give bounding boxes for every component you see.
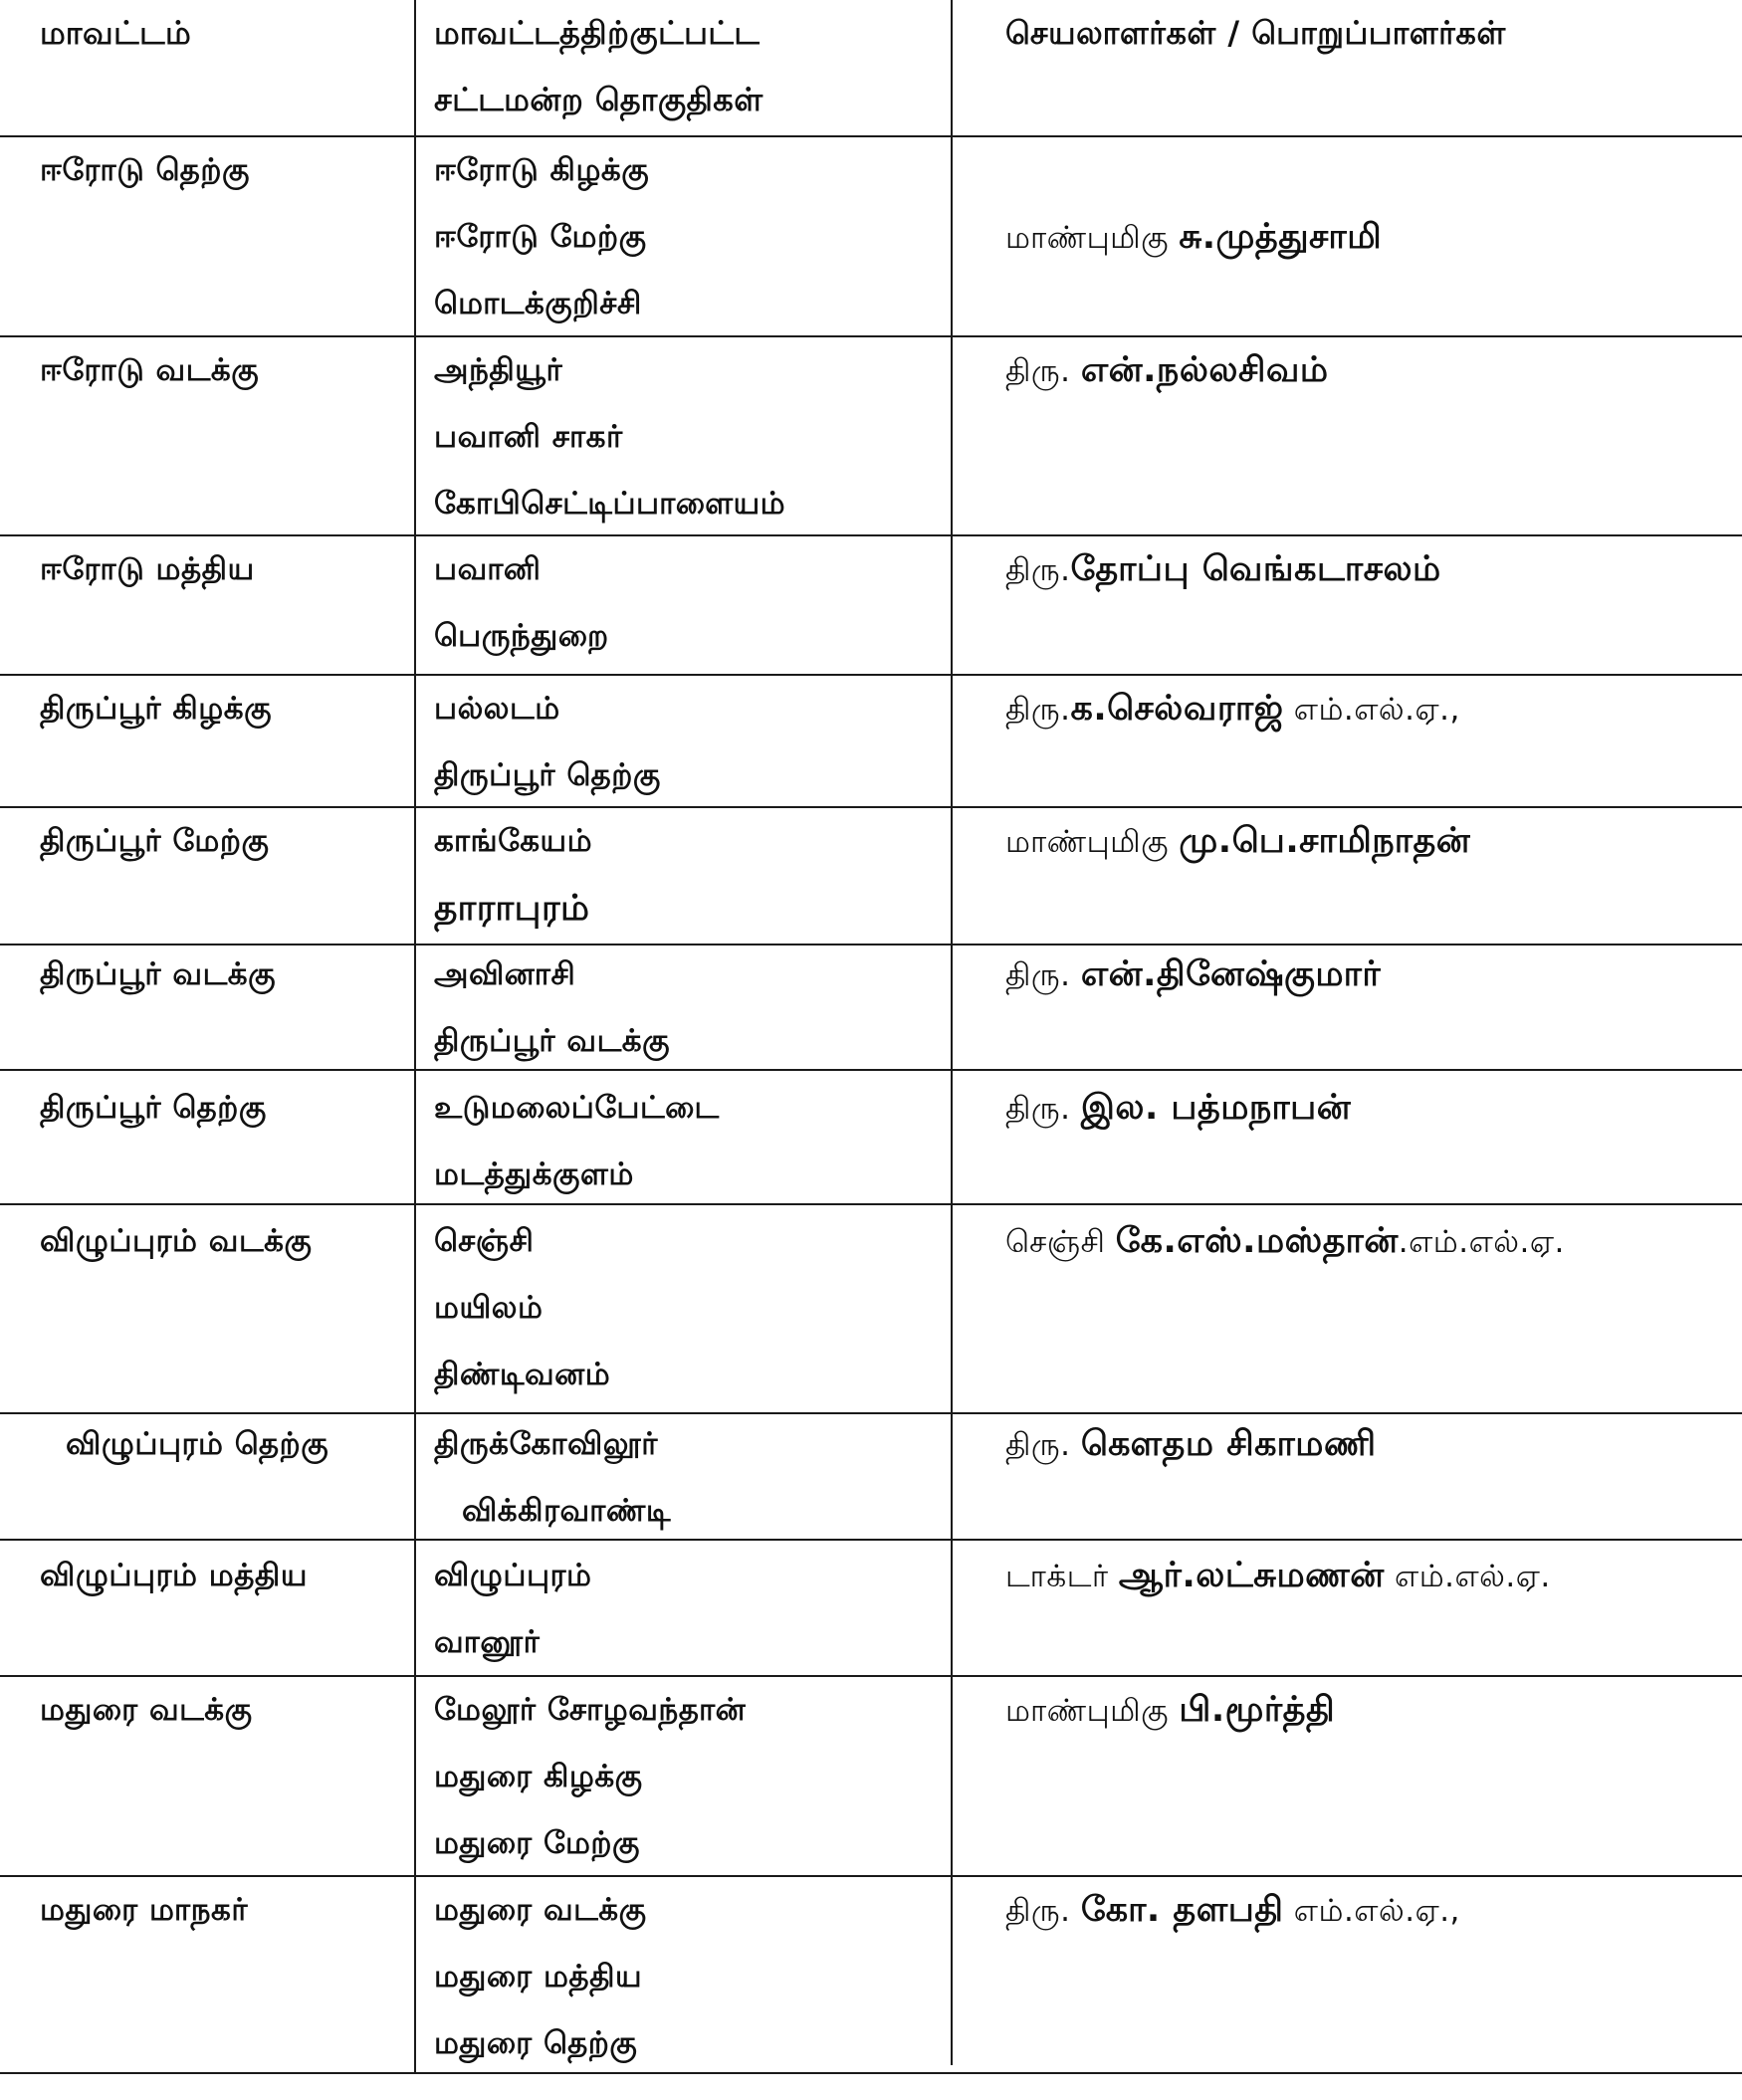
secretary-title: திரு. bbox=[1005, 552, 1071, 588]
secretary-suffix: எம்.எல்.ஏ. bbox=[1384, 1559, 1551, 1594]
secretary-title: மாண்புமிகு bbox=[1005, 824, 1180, 860]
secretary-name: கோ. தளபதி bbox=[1080, 1890, 1284, 1930]
header-constituencies-cell bbox=[434, 0, 942, 133]
constituency: ஈரோடு மேற்கு bbox=[434, 219, 647, 255]
constituency: மதுரை தெற்கு bbox=[434, 2025, 638, 2061]
secretary bbox=[1005, 808, 1732, 875]
secretary-name: என்.தினேஷ்குமார் bbox=[1080, 954, 1382, 994]
district-name: திருப்பூர் மேற்கு bbox=[40, 823, 270, 859]
secretary bbox=[1005, 942, 1732, 1008]
district-name: மதுரை வடக்கு bbox=[40, 1692, 253, 1728]
constituency: அந்தியூர் bbox=[434, 352, 563, 388]
secretary bbox=[1005, 536, 1732, 603]
secretary-name: மு.பெ.சாமிநாதன் bbox=[1179, 821, 1471, 861]
constituency: தாராபுரம் bbox=[434, 888, 590, 929]
secretary bbox=[1005, 676, 1732, 742]
secretary-title: மாண்புமிகு bbox=[1005, 1693, 1180, 1729]
district-name: ஈரோடு மத்திய bbox=[40, 551, 255, 587]
constituency: உடுமலைப்பேட்டை bbox=[434, 1090, 720, 1126]
secretary-name: கே.எஸ்.மஸ்தான் bbox=[1115, 1221, 1399, 1261]
secretary bbox=[1005, 337, 1732, 404]
district-name: விழுப்புரம் வடக்கு bbox=[40, 1223, 313, 1259]
secretary-name: கௌதம சிகாமணி bbox=[1080, 1424, 1377, 1464]
secretary-suffix: எம்.எல்.ஏ., bbox=[1283, 1893, 1460, 1929]
constituency: மதுரை வடக்கு bbox=[434, 1892, 647, 1928]
secretary bbox=[1005, 1411, 1732, 1478]
secretary-title: திரு. bbox=[1005, 1091, 1081, 1127]
secretary-title: திரு. bbox=[1005, 957, 1081, 993]
header-constituencies-line2: சட்டமன்ற தொகுதிகள் bbox=[434, 81, 763, 118]
header-secretaries-cell bbox=[1005, 0, 1732, 67]
constituency: மடத்துக்குளம் bbox=[434, 1156, 634, 1192]
constituency: விழுப்புரம் bbox=[434, 1558, 592, 1593]
constituency: மேலூர் சோழவந்தான் bbox=[434, 1692, 747, 1728]
secretary-name: ஆர்.லட்சுமணன் bbox=[1118, 1556, 1385, 1595]
constituency: செஞ்சி bbox=[434, 1223, 535, 1259]
constituency: அவினாசி bbox=[434, 956, 576, 992]
constituency: விக்கிரவாண்டி bbox=[462, 1493, 671, 1529]
column-divider-2 bbox=[951, 0, 953, 2065]
district-name: விழுப்புரம் மத்திய bbox=[40, 1558, 308, 1593]
secretary-title: திரு. bbox=[1005, 1893, 1081, 1929]
secretary bbox=[1005, 1208, 1732, 1275]
constituency: ஈரோடு கிழக்கு bbox=[434, 152, 650, 188]
secretary-title: டாக்டர் bbox=[1005, 1559, 1119, 1594]
secretary bbox=[1005, 1677, 1732, 1744]
district-name: திருப்பூர் கிழக்கு bbox=[40, 691, 272, 727]
district-name: மதுரை மாநகர் bbox=[40, 1892, 249, 1928]
secretary-name: தோப்பு வெங்கடாசலம் bbox=[1070, 549, 1441, 589]
column-divider-1 bbox=[414, 0, 416, 2072]
constituency: பல்லடம் bbox=[434, 691, 560, 727]
constituency: மதுரை கிழக்கு bbox=[434, 1759, 643, 1794]
constituency: பெருந்துறை bbox=[434, 618, 609, 654]
district-name: திருப்பூர் வடக்கு bbox=[40, 956, 276, 992]
secretary-title: மாண்புமிகு bbox=[1005, 220, 1180, 256]
constituency: திண்டிவனம் bbox=[434, 1357, 611, 1392]
secretary-suffix: எம்.எல்.ஏ., bbox=[1283, 692, 1460, 728]
secretary-name: க.செல்வராஜ் bbox=[1070, 689, 1284, 729]
secretary bbox=[1005, 1877, 1732, 1944]
district-name: விழுப்புரம் தெற்கு bbox=[66, 1426, 329, 1462]
secretary-suffix: .எம்.எல்.ஏ. bbox=[1398, 1224, 1565, 1260]
constituency: மொடக்குறிச்சி bbox=[434, 286, 642, 321]
header-secretaries: செயலாளர்கள் / பொறுப்பாளர்கள் bbox=[1005, 14, 1506, 52]
constituency: வானூர் bbox=[434, 1624, 541, 1660]
secretary-title: திரு. bbox=[1005, 353, 1081, 389]
secretary bbox=[1005, 1543, 1732, 1609]
secretary-title: திரு. bbox=[1005, 692, 1071, 728]
district-name: ஈரோடு வடக்கு bbox=[40, 352, 260, 388]
header-constituencies-line1: மாவட்டத்திற்குட்பட்ட bbox=[434, 14, 761, 52]
secretary-name: என்.நல்லசிவம் bbox=[1080, 350, 1329, 390]
secretary bbox=[1005, 204, 1732, 271]
constituency: திருப்பூர் தெற்கு bbox=[434, 757, 661, 793]
district-name: திருப்பூர் தெற்கு bbox=[40, 1090, 267, 1126]
constituency: பவானி bbox=[434, 551, 542, 587]
constituency: காங்கேயம் bbox=[434, 823, 593, 859]
secretary-title: செஞ்சி bbox=[1005, 1224, 1116, 1260]
secretary-name: பி.மூர்த்தி bbox=[1179, 1690, 1336, 1730]
header-district-cell bbox=[40, 0, 408, 67]
constituency: கோபிசெட்டிப்பாளையம் bbox=[434, 486, 786, 522]
constituency: மயிலம் bbox=[434, 1290, 544, 1326]
secretary bbox=[1005, 1075, 1732, 1142]
constituency: பவானி சாகர் bbox=[434, 419, 623, 455]
secretary-name: சு.முத்துசாமி bbox=[1179, 217, 1383, 257]
secretary-title: திரு. bbox=[1005, 1427, 1081, 1463]
constituency: மதுரை மேற்கு bbox=[434, 1825, 640, 1861]
constituency: திருக்கோவிலூர் bbox=[434, 1426, 658, 1462]
secretary-name: இல. பத்மநாபன் bbox=[1080, 1088, 1352, 1128]
district-name: ஈரோடு தெற்கு bbox=[40, 152, 250, 188]
constituency: திருப்பூர் வடக்கு bbox=[434, 1023, 670, 1059]
header-district: மாவட்டம் bbox=[40, 14, 192, 52]
constituency: மதுரை மத்திய bbox=[434, 1959, 643, 1995]
